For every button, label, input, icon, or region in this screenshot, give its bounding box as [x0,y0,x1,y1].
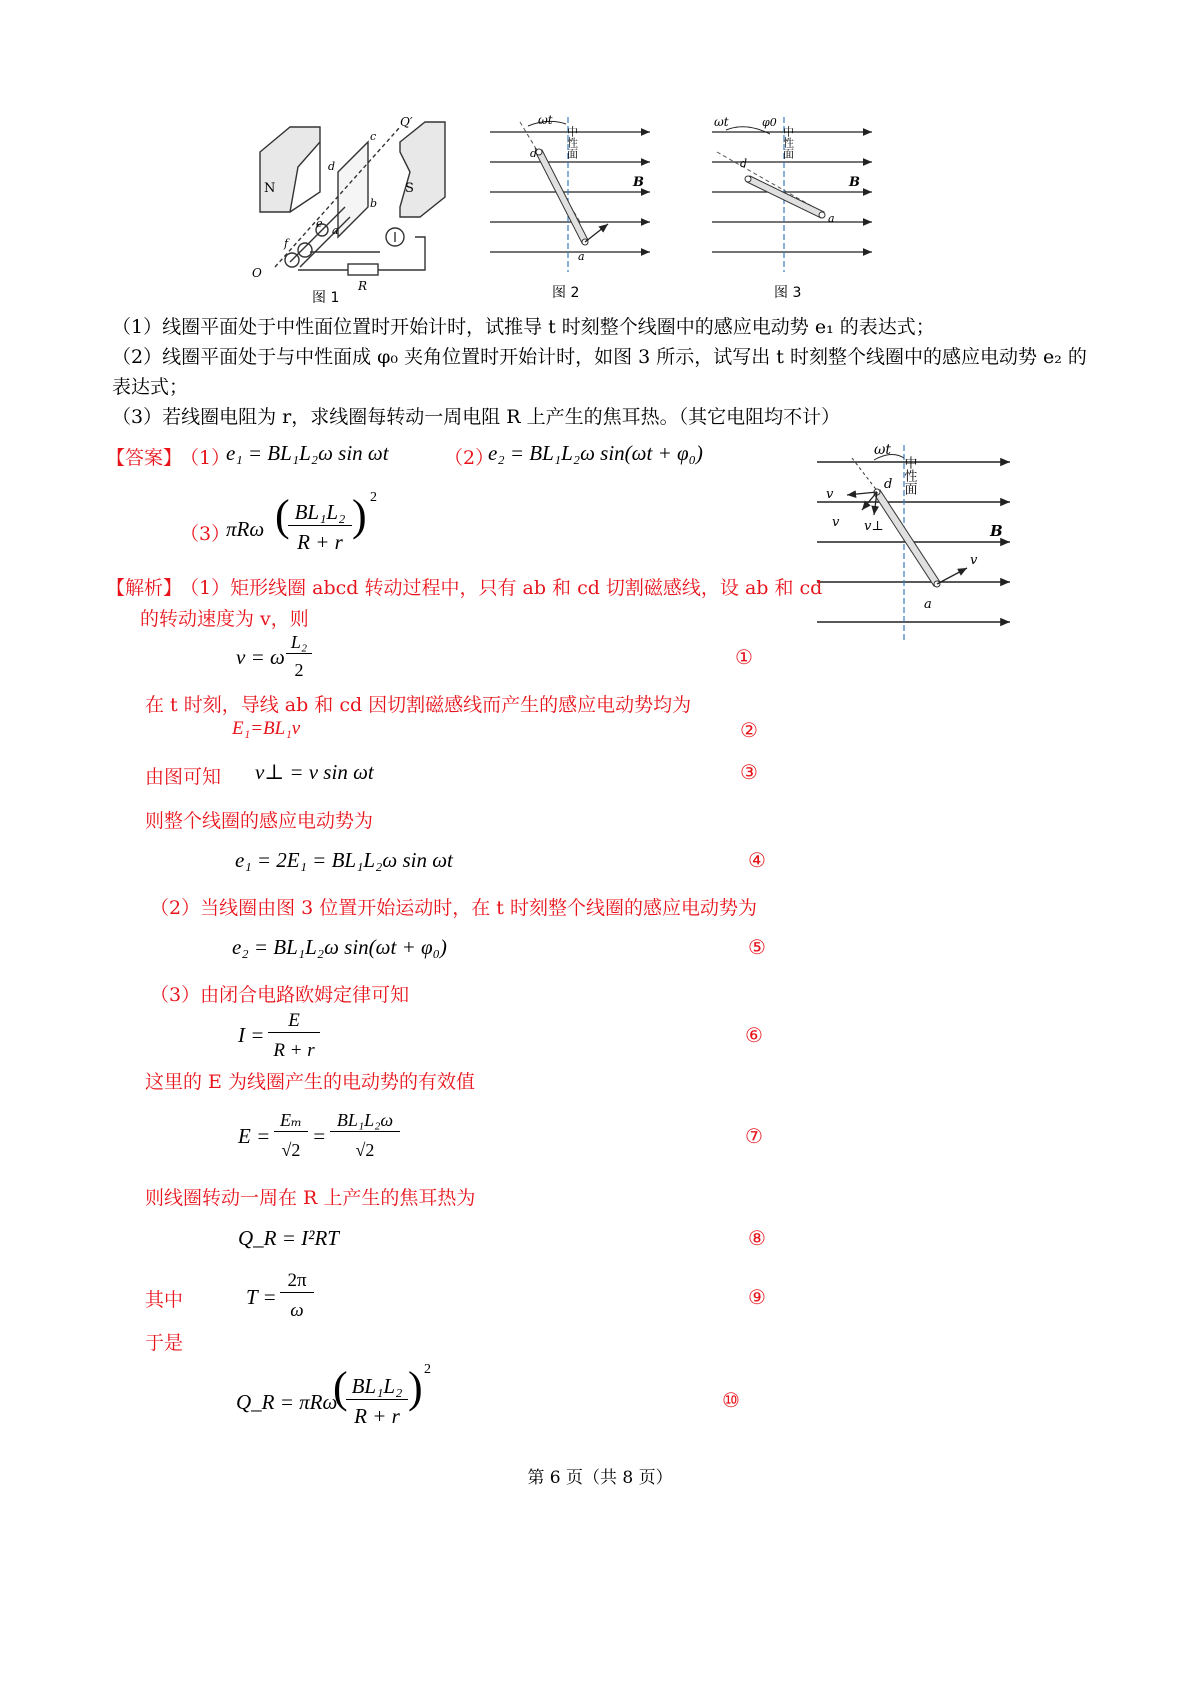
fig1-label-O: O [252,266,262,280]
eq1-lhs: v = ω [236,645,285,669]
analysis-intro: （1）矩形线圈 abcd 转动过程中，只有 ab 和 cd 切割磁感线，设 ab 和 cd [180,577,823,599]
answer-1-formula: e₁ = BL₁L₂ω sin ωt [226,441,389,465]
eq8-number: ⑧ [748,1226,766,1250]
fig4-label-d: d [884,477,893,492]
fig1-label-Q: Q′ [400,115,413,129]
eq4: e₁ = 2E₁ = BL₁L₂ω sin ωt [235,848,453,872]
fig3-label-B: B [849,175,860,190]
eq6-denominator: R + r [273,1040,315,1061]
fig3-label-neutral: 中性面 [781,126,795,159]
eq3: v⊥ = v sin ωt [255,760,374,784]
question-1: （1）线圈平面处于中性面位置时开始计时，试推导 t 时刻整个线圈中的感应电动势 e₁ 的表达式； [112,316,935,338]
fig3-label-a: a [828,212,835,225]
eq7-lhs: E = [238,1124,271,1148]
eq6-lhs: I = [238,1023,265,1047]
figure-2-coil-neutral [490,112,660,302]
page-footer: 第 6 页（共 8 页） [527,1468,673,1488]
eq8: Q_R = I²RT [238,1226,339,1250]
fig4-label-a: a [924,597,932,612]
analysis-text-10: 于是 [145,1332,184,1354]
fig1-label-N: N [264,181,276,196]
question-3: （3）若线圈电阻为 r，求线圈每转动一周电阻 R 上产生的焦耳热。（其它电阻均不计） [112,406,841,428]
fig4-label-B: B [990,522,1003,540]
eq10-lhs: Q_R = πRω [236,1390,338,1414]
fig1-label-R: R [358,279,368,293]
fig2-label-neutral: 中性面 [565,126,579,159]
fig2-label-wt: ωt [538,113,553,127]
analysis-intro-2: 的转动速度为 v，则 [140,608,309,630]
fig1-label-d: d [328,160,336,173]
eq6-number: ⑥ [745,1023,763,1047]
analysis-label: 【解析】 [106,577,183,599]
eq1-numerator: L₂ [286,632,312,654]
answer-1-prefix: （1） [180,447,231,469]
question-2: （2）线圈平面处于与中性面成 φ₀ 夹角位置时开始计时，如图 3 所示，试写出 t 时刻整个线圈中的感应电动势 e₂ 的表达式； [112,346,1087,398]
eq1-denominator: 2 [294,660,304,680]
fig1-label-c: c [370,130,377,143]
eq2: E₁=BL₁v [232,718,301,739]
analysis-text-7: 这里的 E 为线圈产生的电动势的有效值 [145,1071,475,1093]
eq7-denominator-1: √2 [281,1140,301,1160]
fig1-label-e: e [316,217,323,230]
eq7-numerator-2: BL₁L₂ω [330,1110,400,1132]
fig4-label-wt: ωt [874,442,892,458]
eq10-paren-right: ) [408,1363,423,1412]
analysis-text-8: 则线圈转动一周在 R 上产生的焦耳热为 [145,1187,476,1209]
eq7-numerator-1: Eₘ [274,1110,308,1132]
answer-2-formula: e₂ = BL₁L₂ω sin(ωt + φ₀) [488,441,703,465]
fig1-label-a: a [332,224,339,237]
fig3-label-phi0: φ0 [762,116,777,129]
eq5: e₂ = BL₁L₂ω sin(ωt + φ₀) [232,935,447,959]
answer-3-lead: πRω [226,517,265,541]
fig4-label-v2: v [832,515,840,530]
fig4-label-v1: v [826,487,834,502]
analysis-text-9: 其中 [145,1289,184,1311]
fig2-caption: 图 2 [552,285,580,301]
eq9-denominator: ω [290,1300,304,1321]
fig1-caption: 图 1 [312,290,340,306]
analysis-text-3: 由图可知 [145,766,222,788]
eq4-number: ④ [748,848,766,872]
eq3-number: ③ [740,760,758,784]
eq10-denominator: R + r [354,1404,400,1428]
fig4-label-vperp: v⊥ [864,519,884,534]
fig2-label-a: a [578,250,585,263]
answer-3-paren-right: ) [352,491,367,540]
eq9-number: ⑨ [748,1285,766,1309]
eq7-denominator-2: √2 [355,1140,375,1160]
eq5-number: ⑤ [748,935,766,959]
fig3-caption: 图 3 [774,285,802,301]
eq10-number: ⑩ [722,1388,740,1412]
analysis-text-5: （2）当线圈由图 3 位置开始运动时，在 t 时刻整个线圈的感应电动势为 [150,897,757,919]
fig3-label-wt: ωt [714,115,729,129]
answer-3-prefix: （3） [180,523,231,545]
analysis-text-4: 则整个线圈的感应电动势为 [145,810,374,832]
fig1-label-S: S [405,181,414,196]
fig2-label-B: B [633,175,644,190]
eq10-paren-left: ( [333,1363,348,1412]
figure-4-velocity-decomposition [812,440,1022,640]
eq6-numerator: E [268,1010,320,1033]
analysis-text-2: 在 t 时刻，导线 ab 和 cd 因切割磁感线而产生的感应电动势均为 [145,694,692,716]
eq10-exponent: 2 [424,1362,431,1377]
eq7-equals: = [312,1124,327,1148]
answer-3-paren-left: ( [275,491,290,540]
figure-3-coil-phi0 [712,112,882,302]
answer-label: 【答案】 [106,447,183,469]
fig3-label-d: d [740,157,748,170]
eq9-numerator: 2π [280,1270,314,1293]
fig4-label-v3: v [970,553,978,568]
answer-2-prefix: （2） [444,447,495,469]
answer-3-denominator: R + r [297,530,343,554]
eq7-number: ⑦ [745,1124,763,1148]
answer-3-exponent: 2 [370,490,377,505]
fig4-label-neutral: 中性面 [901,456,917,495]
eq10-numerator: BL₁L₂ [346,1374,408,1400]
fig2-label-d: d [530,147,538,160]
fig1-label-b: b [370,197,378,210]
eq2-number: ② [740,718,758,742]
eq9-lhs: T = [246,1285,277,1309]
analysis-text-6: （3）由闭合电路欧姆定律可知 [150,984,410,1006]
eq1-number: ① [735,645,753,669]
fig1-label-f: f [284,237,289,250]
figure-1-generator [250,112,450,307]
answer-3-numerator: BL₁L₂ [288,500,352,526]
